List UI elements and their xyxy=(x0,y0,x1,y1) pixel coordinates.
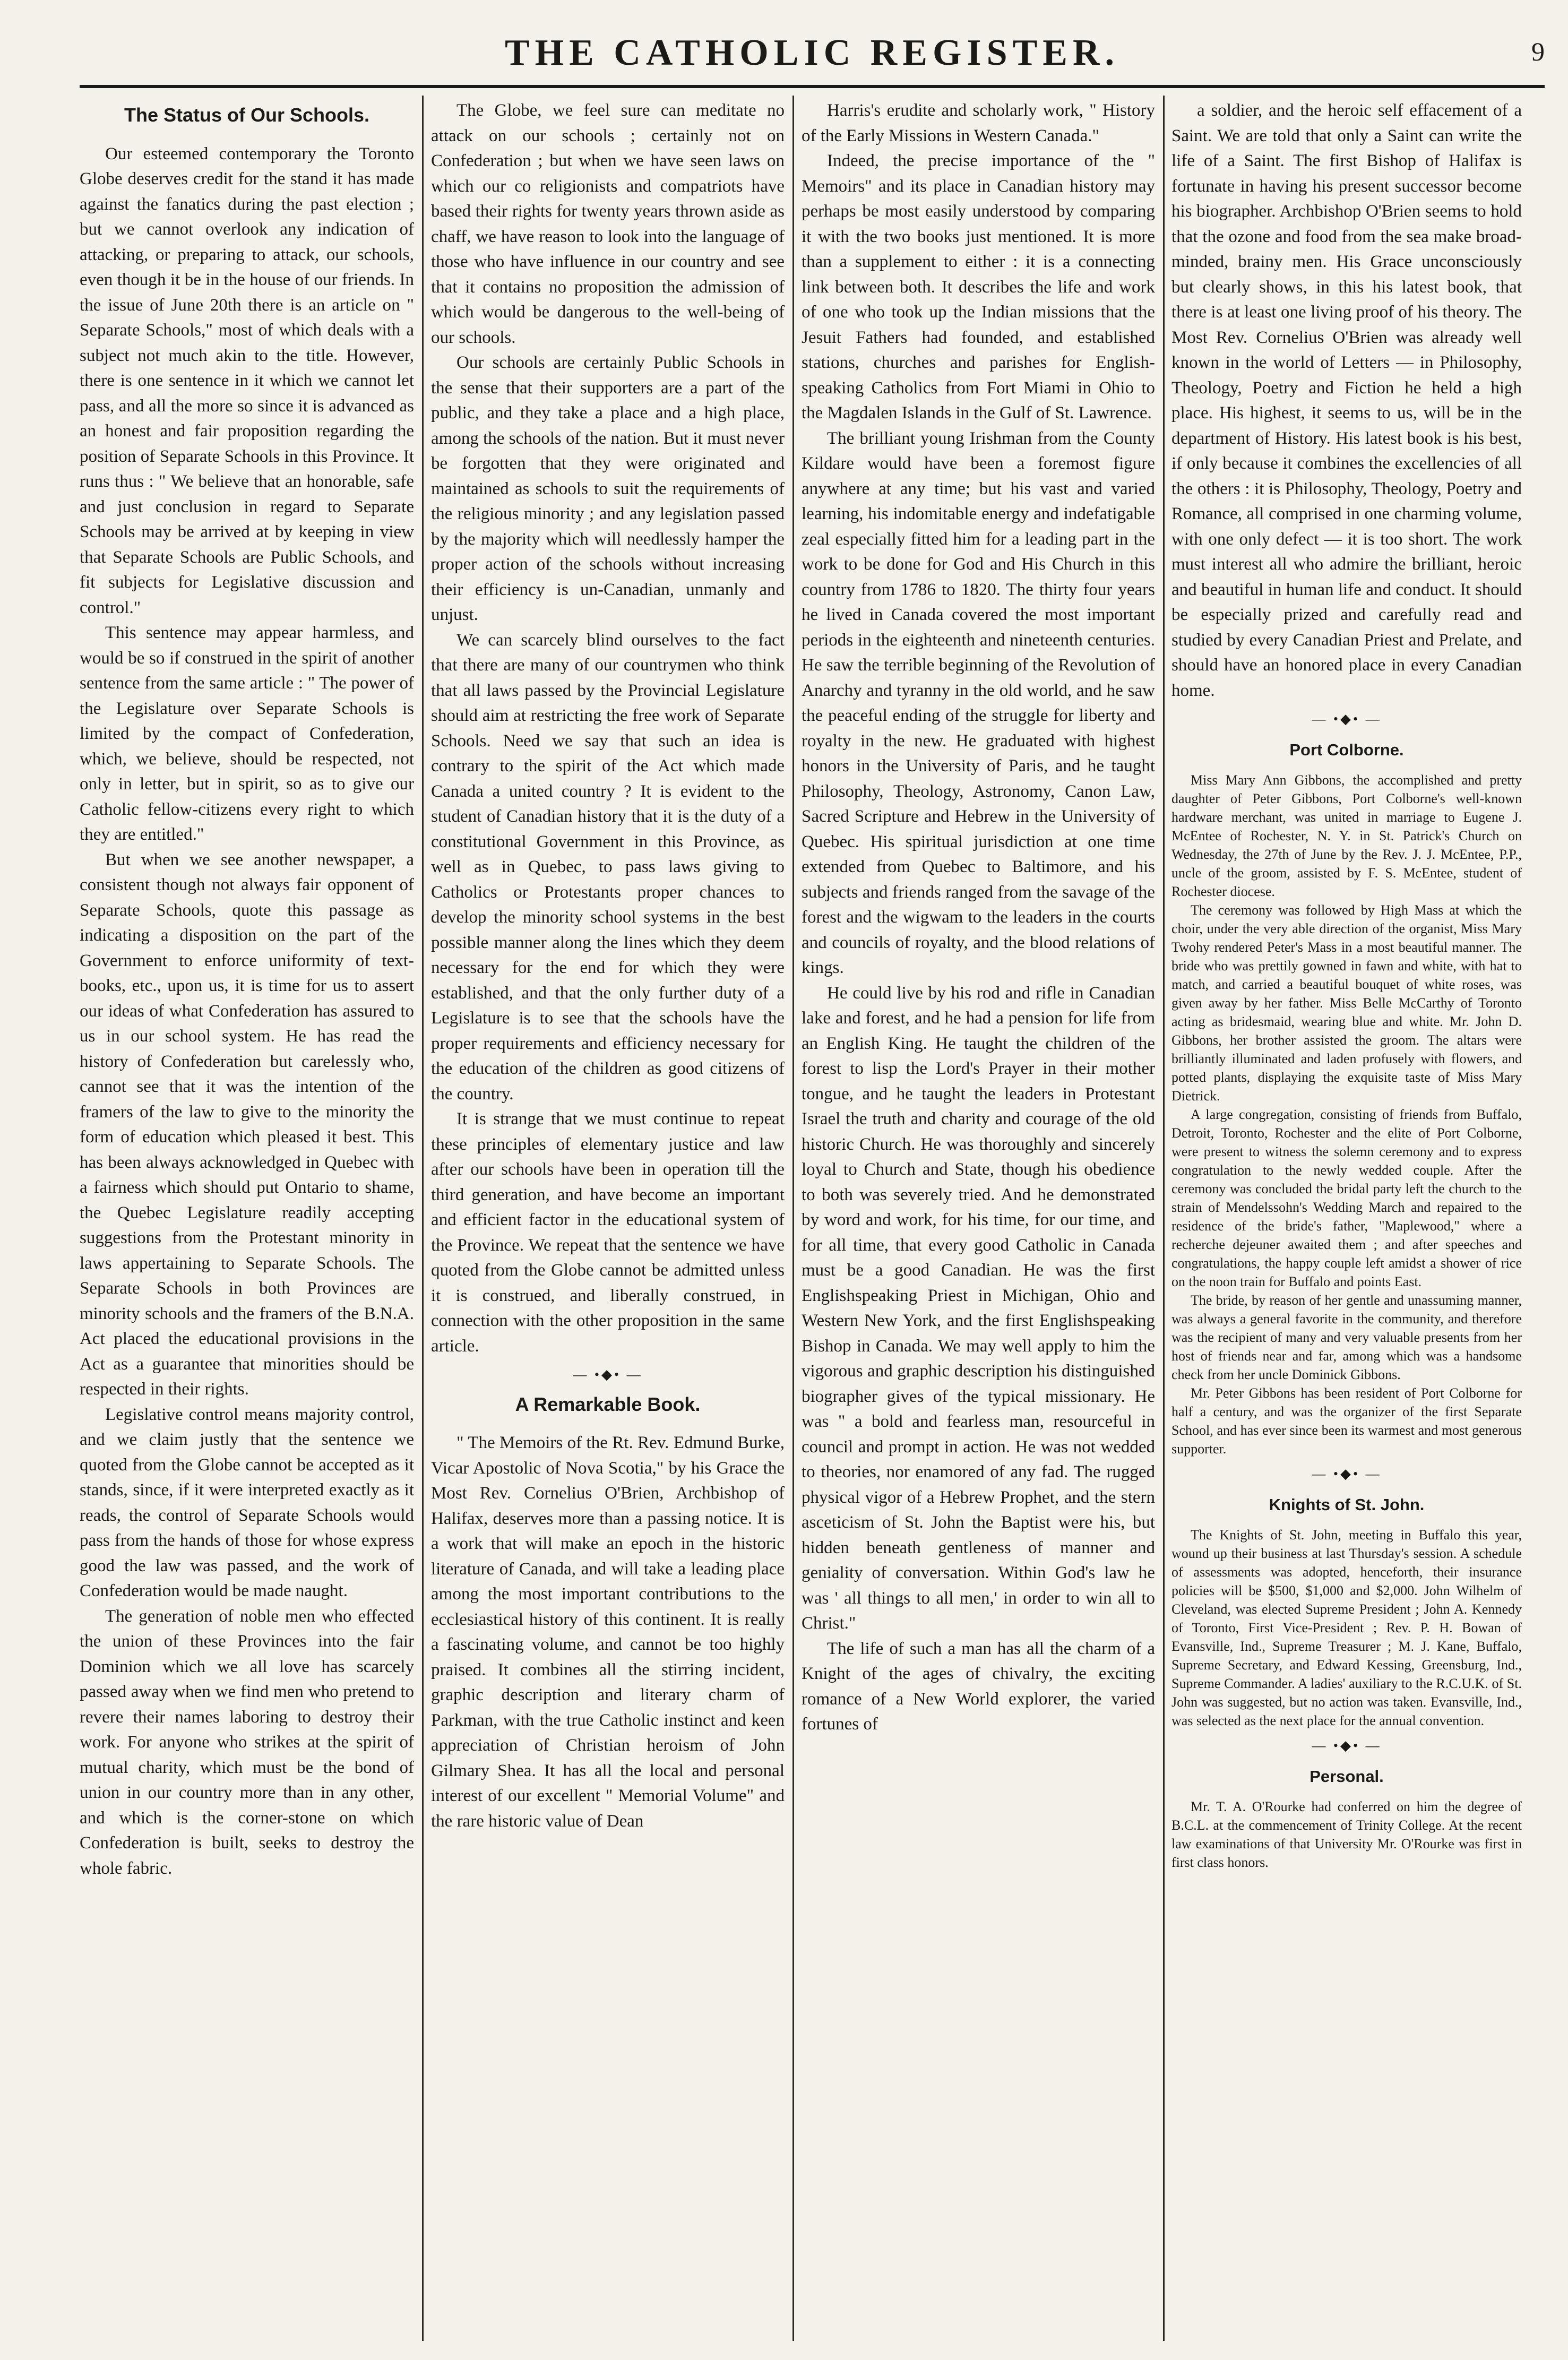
masthead xyxy=(80,32,1545,90)
paragraph: Miss Mary Ann Gibbons, the accomplished and pretty daughter of Peter Gibbons, Port Colborne's well-known hardware merchant, was united in marriage to Eugene J. McEntee of Rochester, N. Y. in St. Patrick's Church on Wednesday, the 27th of June by the Rev. J. J. McEntee, P.P., uncle of the groom, assisted by F. S. McEntee, student of Rochester diocese. xyxy=(1171,772,1522,899)
paragraph: The ceremony was followed by High Mass at which the choir, under the very able direction of the organist, Miss Mary Twohy rendered Peter's Mass in a most beautiful manner. The bride who was prettily gowned in fawn and white, with hat to match, and carried a beautiful bouquet of white roses, was given away by her father. Miss Belle McCarthy of Toronto acting as bridesmaid, wearing blue and white. Mr. John D. Gibbons, her brother assisted the groom. The altars were brilliantly illuminated and laden profusely with flowers, and potted plants, displaying the exquisite taste of Miss Mary Dietrick. xyxy=(1171,902,1522,1104)
column-divider xyxy=(422,96,424,2341)
paragraph: a soldier, and the heroic self effacement of a Saint. We are told that only a Saint can write the life of a Saint. The first Bishop of Halifax is fortunate in having his present successor become his biographer. Archbishop O'Brien seems to hold that the ozone and food from the sea make broad-minded, brainy men. His Grace unconsciously but clearly shows, in this his latest book, that there is at least one living proof of his theory. The Most Rev. Cornelius O'Brien was already well known in the world of Letters — in Philosophy, Theology, Poetry and Fiction he held a high place. His highest, it seems to us, will be in the department of History. His latest book is his best, if only because it combines the excellencies of all the others : it is Philosophy, Theology, Poetry and Romance, all comprised in one charming volume, with one only defect — it is too short. The work must interest all who admire the brilliant, heroic and beautiful in human life and conduct. It should be especially prized and carefully read and studied by every Canadian Priest and Prelate, and should have an honored place in every Canadian home. xyxy=(1171,101,1522,700)
paragraph: This sentence may appear harmless, and would be so if construed in the spirit of another sentence from the same article : " The power of the Legislature over Separate Schools is limited by the compact of Confederation, which, we believe, should be respected, not only in letter, but in spirit, so as to give our Catholic fellow-citizens every right to which they are entitled." xyxy=(80,623,414,844)
section-heading-port-colborne: Port Colborne. xyxy=(1289,740,1404,759)
section-ornament: — •◆• — xyxy=(1312,1738,1382,1753)
section-ornament: — •◆• — xyxy=(1312,1466,1382,1482)
paragraph: The Knights of St. John, meeting in Buffalo this year, wound up their business at last Thursday's session. A schedule of assessments was adopted, henceforth, their insurance policies will be $500, $1,000 and $2,000. John Wilhelm of Cleveland, was elected Supreme President ; John A. Kennedy of Toronto, First Vice-President ; Rev. P. H. Bowan of Evansville, Ind., Supreme Treasurer ; M. J. Kane, Buffalo, Supreme Secretary, and Edward Kessing, Greensburg, Ind., Supreme Commander. A ladies' auxiliary to the R.C.U.K. of St. John was suggested, but no action was taken. Evansville, Ind., was selected as the next place for the annual convention. xyxy=(1171,1527,1522,1728)
column-divider xyxy=(792,96,794,2341)
paragraph: Harris's erudite and scholarly work, " History of the Early Missions in Western Canada." xyxy=(802,101,1155,145)
paragraph: " The Memoirs of the Rt. Rev. Edmund Burke, Vicar Apostolic of Nova Scotia," by his Grace the Most Rev. Cornelius O'Brien, Archbishop of Halifax, deserves more than a passing notice. It is a work that will make an epoch in the historic literature of Canada, and will take a leading place among the most important contributions to the ecclesiastical history of this continent. It is really a fascinating volume, and cannot be too highly praised. It combines all the stirring incident, graphic description and literary charm of Parkman, with the true Catholic instinct and keen appreciation of Christian heroism of John Gilmary Shea. It has all the local and personal interest of our excellent " Memorial Volume" and the rare historic value of Dean xyxy=(431,1433,785,1831)
masthead-rule xyxy=(80,85,1545,88)
column-4 xyxy=(1171,98,1522,1872)
section-ornament: — •◆• — xyxy=(1312,711,1382,727)
paragraph: The bride, by reason of her gentle and unassuming manner, was always a general favorite in the community, and therefore was the recipient of many and very valuable presents from her host of friends near and far, among which was a handsome check from her uncle Dominick Gibbons. xyxy=(1171,1293,1522,1382)
section-heading-knights: Knights of St. John. xyxy=(1269,1495,1425,1514)
paragraph: Mr. Peter Gibbons has been resident of Port Colborne for half a century, and was the organizer of the first Separate School, and has ever since been its warmest and most generous supporter. xyxy=(1171,1385,1522,1457)
article-heading: A Remarkable Book. xyxy=(515,1393,701,1415)
paragraph: A large congregation, consisting of friends from Buffalo, Detroit, Toronto, Rochester and the elite of Port Colborne, were present to witness the solemn ceremony and to express congratulation to the newly wedded couple. After the ceremony was concluded the bridal party left the church to the strain of Mendelssohn's Wedding March and repaired to the residence of the bride's father, "Maplewood," where a recherche dejeuner awaited them ; and after speeches and congratulations, the happy couple left amidst a shower of rice on the noon train for Buffalo and points East. xyxy=(1171,1107,1522,1289)
paragraph: Indeed, the precise importance of the " Memoirs" and its place in Canadian history may perhaps be most easily understood by comparing it with the two books just mentioned. It is more than a supplement to either : it is a connecting link between both. It describes the life and work of one who took up the Indian missions that the Jesuit Fathers had founded, and established stations, churches and parishes for English-speaking Catholics from Fort Miami in Ohio to the Magdalen Islands in the Gulf of St. Lawrence. xyxy=(802,151,1155,423)
page-number: 9 xyxy=(1531,37,1545,66)
article-heading: The Status of Our Schools. xyxy=(124,104,370,126)
paragraph: We can scarcely blind ourselves to the fact that there are many of our countrymen who think that all laws passed by the Provincial Legislature should aim at restricting the free work of Separate Schools. Need we say that such an idea is contrary to the spirit of the Act which made Canada a united country ? It is evident to the student of Canadian history that it is the duty of a constitutional Government in this Province, as well as in Quebec, to pass laws giving to Catholics or Protestants proper chances to develop the minority school systems in the best possible manner along the lines which they deem necessary for the end for which they were established, and that the only further duty of a Legislature is to see that the schools have the proper requirements and efficiency necessary for the education of the children as good citizens of the country. xyxy=(431,630,785,1104)
paragraph: The life of such a man has all the charm of a Knight of the ages of chivalry, the exciting romance of a New World explorer, the varied fortunes of xyxy=(802,1639,1155,1734)
column-2 xyxy=(431,98,785,1834)
newspaper-title: THE CATHOLIC REGISTER. xyxy=(504,32,1120,73)
paragraph: Legislative control means majority control, and we claim justly that the sentence we quoted from the Globe cannot be accepted as it stands, since, if it were interpreted exactly as it reads, the control of Separate Schools would pass from the hands of those for whose express good the law was passed, and the work of Confederation would be made naught. xyxy=(80,1405,414,1600)
paragraph: But when we see another newspaper, a consistent though not always fair opponent of Separate Schools, quote this passage as indicating a disposition on the part of the Government to enforce uniformity of text-books, etc., upon us, it is time for us to assert our ideas of what Confederation has assured to us in our school system. He has read the history of Confederation but carelessly who, cannot see that it was the intention of the framers of the law to give to the minority the form of education which pleased it best. This has been always acknowledged in Quebec with a fairness which should put Ontario to shame, the Quebec Legislature readily accepting suggestions from the Protestant minority in laws appertaining to Separate Schools. The Separate Schools in both Provinces are minority schools and the framers of the B.N.A. Act placed the educational provisions in the Act as a guarantee that minorities should be respected in their rights. xyxy=(80,850,414,1399)
column-divider xyxy=(1163,96,1165,2341)
section-ornament: — •◆• — xyxy=(573,1367,643,1382)
paragraph: The Globe, we feel sure can meditate no attack on our schools ; certainly not on Confederation ; but when we have seen laws on which our co religionists and compatriots have based their rights for twenty years thrown aside as chaff, we have reason to look into the language of those who have influence in our country and see that it contains no proposition the admission of which would be dangerous to the well-being of our schools. xyxy=(431,101,785,347)
paragraph: Our esteemed contemporary the Toronto Globe deserves credit for the stand it has made against the fanatics during the past election ; but we cannot overlook any indication of attacking, or preparing to attack, our schools, even though it be in the house of our friends. In the issue of June 20th there is an article on " Separate Schools," most of which deals with a subject not much akin to the title. However, there is one sentence in it which we cannot let pass, and all the more so since it is advanced as an honest and fair proposition regarding the position of Separate Schools in this Province. It runs thus : " We believe that an honorable, safe and just conclusion in regard to Separate Schools may be arrived at by keeping in view that Separate Schools are Public Schools, and fit subjects for Legislative discussion and control." xyxy=(80,144,414,617)
paragraph: The brilliant young Irishman from the County Kildare would have been a foremost figure anywhere at any time; but his vast and varied learning, his indomitable energy and indefatigable zeal especially fitted him for a leading part in the work to be done for God and His Church in this country from 1786 to 1820. The thirty four years he lived in Canada covered the most important periods in the eighteenth and nineteenth centuries. He saw the terrible beginning of the Revolution of Anarchy and tyranny in the old world, and he saw the peaceful ending of the struggle for liberty and royalty in the new. He graduated with highest honors in the University of Paris, and he taught Philosophy, Theology, Astronomy, Canon Law, Sacred Scripture and Hebrew in the University of Quebec. His spiritual jurisdiction at one time extended from Quebec to Baltimore, and his subjects and friends ranged from the savage of the forest and the wigwam to the leaders in the courts and councils of royalty, and the blood relations of kings. xyxy=(802,428,1155,977)
paragraph: The generation of noble men who effected the union of these Provinces into the fair Dominion which we all love has scarcely passed away when we find men who pretend to revere their names laboring to destroy their work. For anyone who strikes at the spirit of mutual charity, which must be the bond of union in our country more than in any other, and which is the corner-stone on which Confederation is built, seeks to destroy the whole fabric. xyxy=(80,1606,414,1878)
paragraph: Mr. T. A. O'Rourke had conferred on him the degree of B.C.L. at the commencement of Trinity College. At the recent law examinations of that University Mr. O'Rourke was first in first class honors. xyxy=(1171,1799,1522,1870)
paragraph: It is strange that we must continue to repeat these principles of elementary justice and law after our schools have been in operation till the third generation, and have become an important and efficient factor in the educational system of the Province. We repeat that the sentence we have quoted from the Globe cannot be admitted unless it is construed, and liberally construed, in connection with the other proposition in the same article. xyxy=(431,1109,785,1356)
paragraph: He could live by his rod and rifle in Canadian lake and forest, and he had a pension for life from an English King. He taught the children of the forest to lisp the Lord's Prayer in their mother tongue, and he taught the leaders in Protestant Israel the truth and charity and courage of the old historic Church. He was thoroughly and sincerely loyal to Church and State, though his obedience to both was severely tried. And he demonstrated by word and work, for his time, for our time, and for all time, that every good Catholic in Canada must be a good Canadian. He was the first Englishspeaking Priest in Michigan, Ohio and Western New York, and the first Englishspeaking Bishop in Canada. We may well apply to him the vigorous and graphic description his distinguished biographer gives of the typical missionary. He was " a bold and fearless man, resourceful in council and prompt in action. He was not wedded to theories, nor enamored of any fad. The rugged physical vigor of a Hebrew Prophet, and the stern asceticism of St. John the Baptist were his, but hidden beneath gentleness of manner and geniality of conversation. Within God's law he was ' all things to all men,' in order to win all to Christ." xyxy=(802,983,1155,1633)
paragraph: Our schools are certainly Public Schools in the sense that their supporters are a part of the public, and they take a place and a high place, among the schools of the nation. But it must never be forgotten that they were originated and maintained as schools to suit the requirements of the religious minority ; and any legislation passed by the majority which will needlessly hamper the proper action of the schools without increasing their efficiency is un-Canadian, unmanly and unjust. xyxy=(431,353,785,624)
section-heading-personal: Personal. xyxy=(1309,1767,1384,1786)
column-3 xyxy=(802,98,1155,1737)
column-1 xyxy=(80,98,414,1881)
